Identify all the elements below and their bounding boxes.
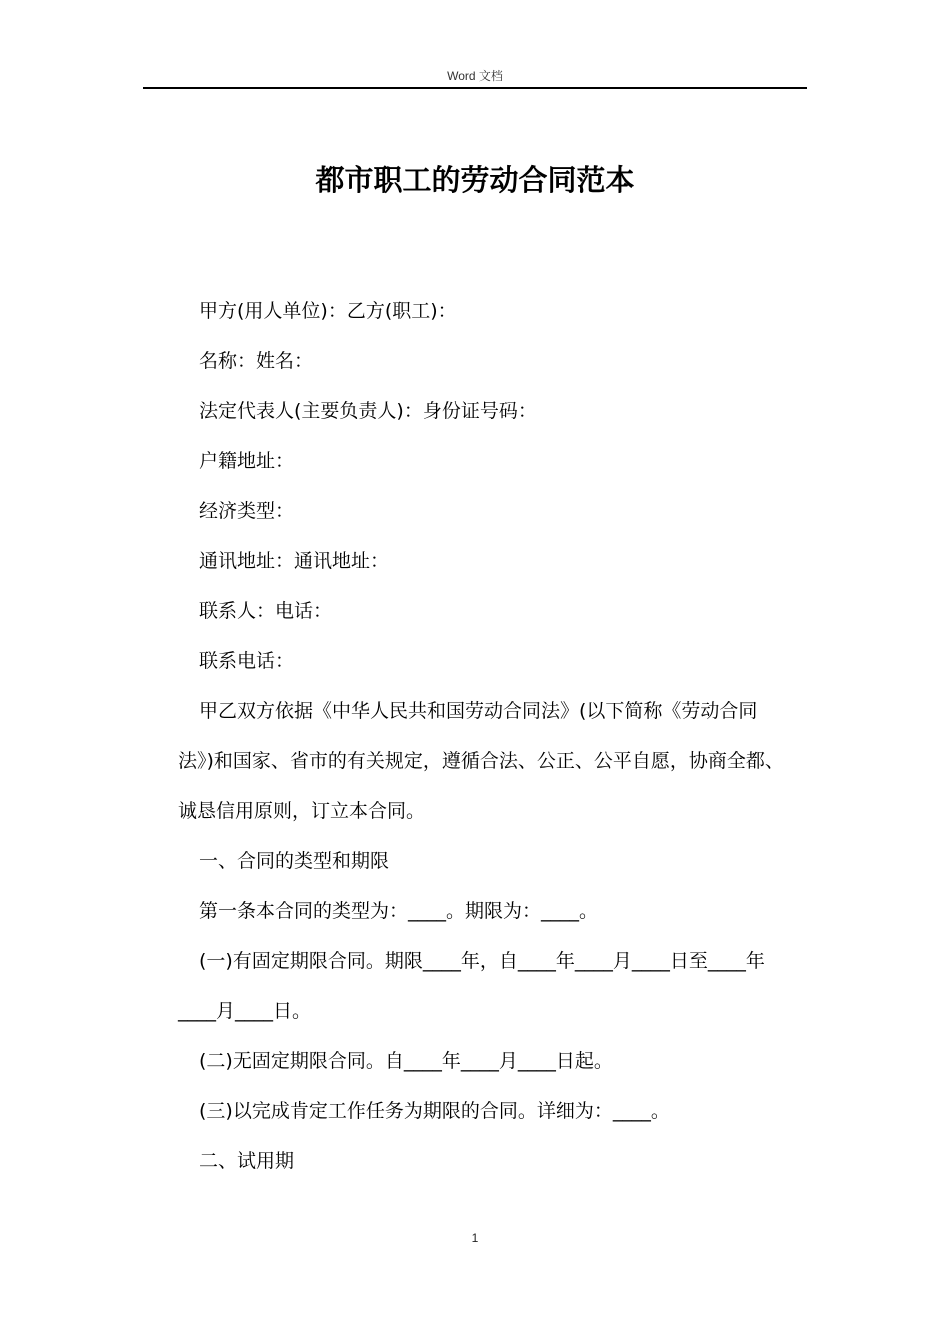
article-one: 第一条本合同的类型为：____。期限为：____。 <box>199 900 599 922</box>
mailing-address-line: 通讯地址：通讯地址： <box>199 550 390 572</box>
contact-phone-line: 联系电话： <box>199 650 295 672</box>
clause-fixed-term: (一)有固定期限合同。期限____年，自____年____月____日至____年____月____日。 <box>178 950 765 1022</box>
document-body <box>178 286 790 1186</box>
legal-rep-line: 法定代表人(主要负责人)：身份证号码： <box>199 400 537 422</box>
clause-open-term: (二)无固定期限合同。自____年____月____日起。 <box>199 1050 613 1072</box>
economic-type-line: 经济类型： <box>199 500 295 522</box>
document-title: 都市职工的劳动合同范本 <box>315 163 635 197</box>
name-line: 名称：姓名： <box>199 350 314 372</box>
household-address-line: 户籍地址： <box>199 450 295 472</box>
page-header-text: Word 文档 <box>447 69 503 83</box>
clause-task-term: (三)以完成肯定工作任务为期限的合同。详细为：____。 <box>199 1100 670 1122</box>
page-number: 1 <box>471 1231 479 1245</box>
preamble-paragraph: 甲乙双方依据《中华人民共和国劳动合同法》(以下简称《劳动合同法》)和国家、省市的有关规定，遵循合法、公正、公平自愿，协商全都、诚恳信用原则，订立本合同。 <box>178 700 784 822</box>
header-divider <box>143 87 807 89</box>
contact-person-line: 联系人：电话： <box>199 600 333 622</box>
section-heading-contract-type: 一、合同的类型和期限 <box>199 850 390 872</box>
section-heading-probation: 二、试用期 <box>199 1150 295 1172</box>
party-line: 甲方(用人单位)：乙方(职工)： <box>199 300 457 322</box>
